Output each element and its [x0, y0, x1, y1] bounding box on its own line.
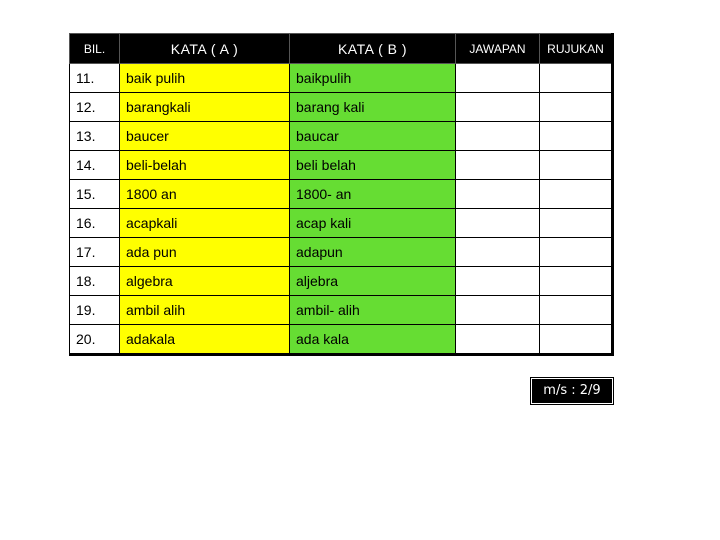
rujukan-cell	[540, 209, 613, 238]
row-number: 15.	[70, 180, 120, 209]
jawapan-cell[interactable]	[456, 64, 540, 93]
kata-a-cell: adakala	[120, 325, 290, 355]
jawapan-cell[interactable]	[456, 325, 540, 355]
rujukan-cell	[540, 122, 613, 151]
kata-a-cell: ambil alih	[120, 296, 290, 325]
kata-b-cell: adapun	[290, 238, 456, 267]
jawapan-cell[interactable]	[456, 238, 540, 267]
kata-a-cell: algebra	[120, 267, 290, 296]
kata-b-cell: ambil- alih	[290, 296, 456, 325]
table-row	[70, 267, 613, 296]
kata-b-cell: ada kala	[290, 325, 456, 355]
kata-b-cell: beli belah	[290, 151, 456, 180]
row-number: 11.	[70, 64, 120, 93]
row-number: 14.	[70, 151, 120, 180]
table-row	[70, 151, 613, 180]
jawapan-cell[interactable]	[456, 267, 540, 296]
table-row	[70, 238, 613, 267]
jawapan-cell[interactable]	[456, 122, 540, 151]
rujukan-cell	[540, 325, 613, 355]
kata-a-cell: beli-belah	[120, 151, 290, 180]
jawapan-cell[interactable]	[456, 151, 540, 180]
rujukan-cell	[540, 93, 613, 122]
table-header-row	[70, 34, 613, 64]
header-kata-a: KATA ( A )	[120, 34, 290, 64]
table-row	[70, 296, 613, 325]
kata-a-cell: 1800 an	[120, 180, 290, 209]
kata-b-cell: aljebra	[290, 267, 456, 296]
jawapan-cell[interactable]	[456, 209, 540, 238]
header-rujukan: RUJUKAN	[540, 34, 613, 64]
rujukan-cell	[540, 180, 613, 209]
table-row	[70, 64, 613, 93]
rujukan-cell	[540, 151, 613, 180]
row-number: 17.	[70, 238, 120, 267]
jawapan-cell[interactable]	[456, 296, 540, 325]
rujukan-cell	[540, 64, 613, 93]
header-jawapan: JAWAPAN	[456, 34, 540, 64]
rujukan-cell	[540, 296, 613, 325]
table-row	[70, 93, 613, 122]
kata-b-cell: baucar	[290, 122, 456, 151]
row-number: 18.	[70, 267, 120, 296]
kata-b-cell: baikpulih	[290, 64, 456, 93]
row-number: 19.	[70, 296, 120, 325]
jawapan-cell[interactable]	[456, 93, 540, 122]
kata-a-cell: ada pun	[120, 238, 290, 267]
kata-a-cell: baucer	[120, 122, 290, 151]
header-kata-b: KATA ( B )	[290, 34, 456, 64]
table-row	[70, 325, 613, 355]
row-number: 16.	[70, 209, 120, 238]
kata-b-cell: 1800- an	[290, 180, 456, 209]
row-number: 13.	[70, 122, 120, 151]
kata-a-cell: acapkali	[120, 209, 290, 238]
kata-a-cell: baik pulih	[120, 64, 290, 93]
table-row	[70, 180, 613, 209]
row-number: 12.	[70, 93, 120, 122]
kata-b-cell: barang kali	[290, 93, 456, 122]
header-bil: BIL.	[70, 34, 120, 64]
page-indicator: m/s : 2/9	[531, 378, 613, 404]
kata-b-cell: acap kali	[290, 209, 456, 238]
table-row	[70, 122, 613, 151]
kata-a-cell: barangkali	[120, 93, 290, 122]
word-comparison-table	[69, 33, 614, 356]
jawapan-cell[interactable]	[456, 180, 540, 209]
row-number: 20.	[70, 325, 120, 355]
table-row	[70, 209, 613, 238]
rujukan-cell	[540, 267, 613, 296]
rujukan-cell	[540, 238, 613, 267]
